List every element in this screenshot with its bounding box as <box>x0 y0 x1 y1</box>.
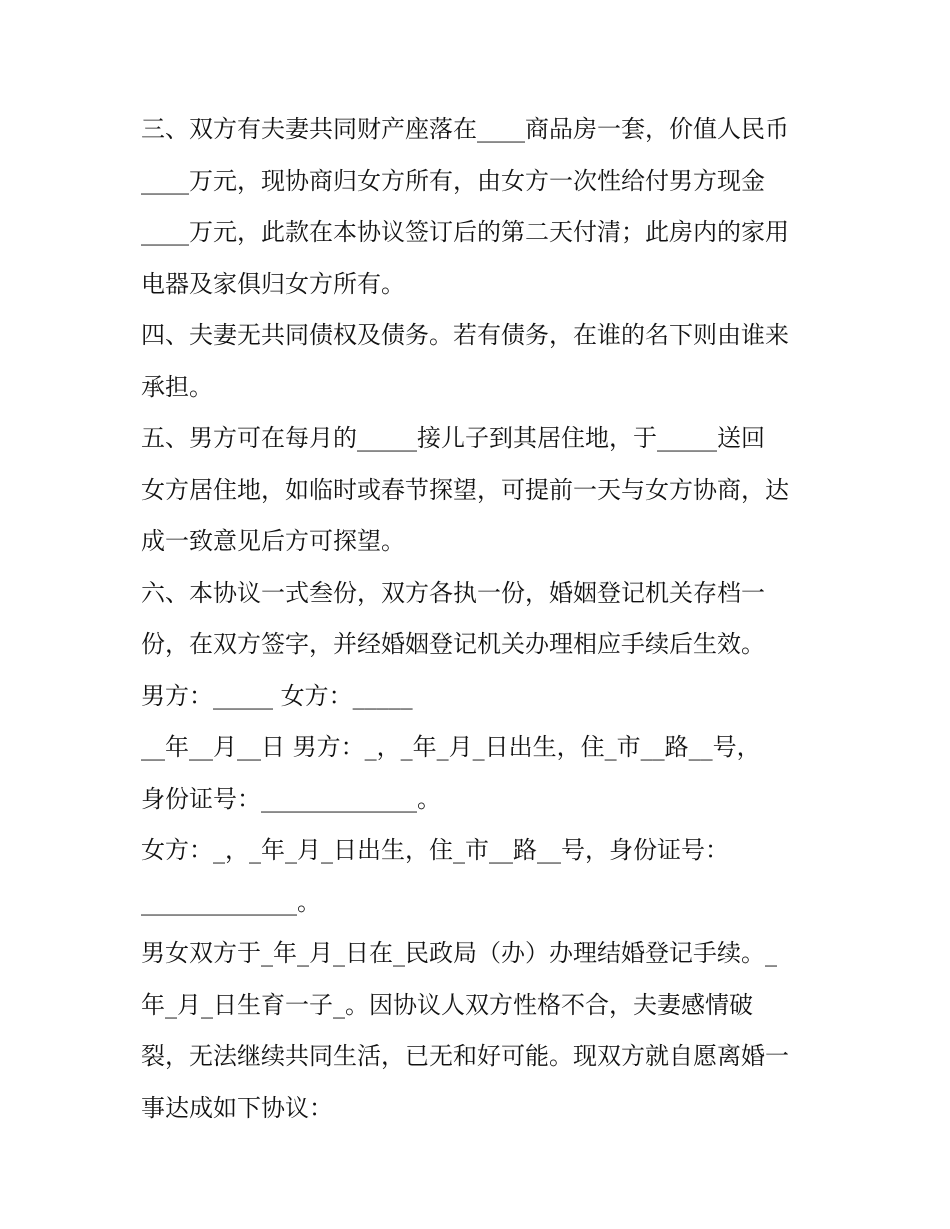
text-line: 身份证号：_____________。 <box>141 784 441 813</box>
text-line: 四、夫妻无共同债权及债务。若有债务，在谁的名下则由谁来 <box>141 321 789 349</box>
text-line: 六、本协议一式叁份，双方各执一份，婚姻登记机关存档一 <box>141 578 765 607</box>
text-line: 男女双方于_年_月_日在_民政局（办）办理结婚登记手续。_ <box>141 939 777 967</box>
text-line: 成一致意见后方可探望。 <box>141 527 405 555</box>
text-line: 事达成如下协议： <box>141 1093 333 1122</box>
text-line: 女方居住地，如临时或春节探望，可提前一天与女方协商，达 <box>141 475 789 504</box>
text-line: 承担。 <box>141 372 213 401</box>
text-line: ____万元，现协商归女方所有，由女方一次性给付男方现金 <box>141 166 765 195</box>
text-line: _____________。 <box>141 887 321 916</box>
text-line: 三、双方有夫妻共同财产座落在____商品房一套，价值人民币 <box>141 115 789 143</box>
text-line: 裂，无法继续共同生活，已无和好可能。现双方就自愿离婚一 <box>141 1042 789 1070</box>
text-line: 年_月_日生育一子_。因协议人双方性格不合，夫妻感情破 <box>141 990 753 1019</box>
text-line: 女方：_，_年_月_日出生，住_市__路__号，身份证号： <box>141 836 729 864</box>
text-line: 份，在双方签字，并经婚姻登记机关办理相应手续后生效。 <box>141 630 765 658</box>
agreement-text <box>141 104 821 1134</box>
text-line: 电器及家俱归女方所有。 <box>141 269 405 298</box>
text-line: 男方：_____ 女方：_____ <box>141 681 413 710</box>
text-line: 五、男方可在每月的_____接儿子到其居住地，于_____送回 <box>141 424 765 452</box>
text-line: ____万元，此款在本协议签订后的第二天付清；此房内的家用 <box>141 218 789 246</box>
text-line: __年__月__日 男方：_，_年_月_日出生，住_市__路__号， <box>141 733 761 761</box>
